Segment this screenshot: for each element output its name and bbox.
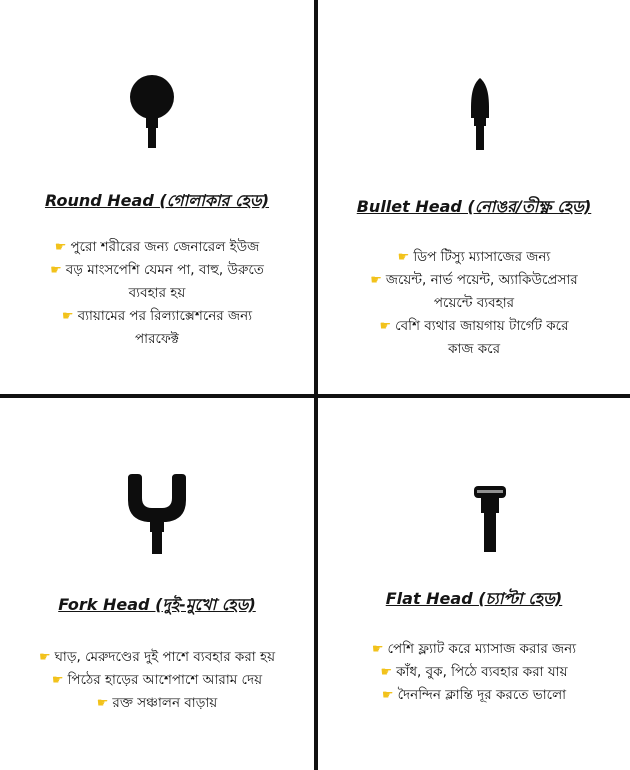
panel-round-head bbox=[0, 0, 314, 394]
fork-head-bullets bbox=[0, 646, 314, 715]
pointing-hand-icon: ☛ bbox=[370, 273, 382, 288]
round-massage-head-icon bbox=[128, 74, 176, 150]
list-item: ☛ ডিপ টিস্যু ম্যাসাজের জন্য bbox=[318, 246, 630, 269]
flat-massage-head-icon bbox=[472, 486, 508, 554]
pointing-hand-icon: ☛ bbox=[371, 642, 384, 657]
list-item: ☛ দৈনন্দিন ক্লান্তি দূর করতে ভালো bbox=[318, 684, 630, 707]
pointing-hand-icon: ☛ bbox=[38, 650, 51, 665]
bullet-head-bullets bbox=[318, 246, 630, 361]
pointing-hand-icon: ☛ bbox=[381, 688, 394, 703]
round-head-bullets bbox=[0, 236, 314, 351]
list-item-continuation: কাজ করে bbox=[447, 341, 501, 357]
panel-flat-head bbox=[318, 398, 630, 770]
fork-massage-head-icon bbox=[126, 474, 188, 556]
bullet-massage-head-icon bbox=[468, 78, 492, 152]
pointing-hand-icon: ☛ bbox=[50, 263, 62, 278]
flat-head-title: Flat Head (চ্যাপ্টা হেড) bbox=[385, 589, 563, 608]
list-item: ☛ কাঁধ, বুক, পিঠে ব্যবহার করা যায় bbox=[318, 661, 630, 684]
pointing-hand-icon: ☛ bbox=[380, 665, 393, 680]
bullet-head-title: Bullet Head (নোঙর/তীক্ষ্ণ হেড) bbox=[356, 197, 592, 216]
list-item: ☛ বেশি ব্যথার জায়গায় টার্গেট করে bbox=[318, 315, 630, 338]
fork-head-title: Fork Head (দুই-মুখো হেড) bbox=[58, 595, 256, 614]
list-item-continuation: পয়েন্টে ব্যবহার bbox=[433, 295, 515, 311]
panel-bullet-head bbox=[318, 0, 630, 394]
panel-fork-head bbox=[0, 398, 314, 770]
pointing-hand-icon: ☛ bbox=[379, 319, 392, 334]
pointing-hand-icon: ☛ bbox=[397, 250, 410, 265]
pointing-hand-icon: ☛ bbox=[54, 240, 67, 255]
list-item: ☛ পেশি ফ্ল্যাট করে ম্যাসাজ করার জন্য bbox=[318, 638, 630, 661]
pointing-hand-icon: ☛ bbox=[96, 696, 109, 711]
round-head-title: Round Head (গোলাকার হেড) bbox=[44, 191, 270, 210]
list-item: ☛ ঘাড়, মেরুদণ্ডের দুই পাশে ব্যবহার করা হয় bbox=[0, 646, 314, 669]
list-item-continuation: ব্যবহার হয় bbox=[128, 285, 186, 301]
list-item: ☛ জয়েন্ট, নার্ভ পয়েন্ট, অ্যাকিউপ্রেসার bbox=[318, 269, 630, 292]
list-item: ☛ ব্যায়ামের পর রিল্যাক্সেশনের জন্য bbox=[0, 305, 314, 328]
list-item: ☛ বড় মাংসপেশি যেমন পা, বাহু, উরুতে bbox=[0, 259, 314, 282]
list-item: ☛ রক্ত সঞ্চালন বাড়ায় bbox=[0, 692, 314, 715]
pointing-hand-icon: ☛ bbox=[51, 673, 64, 688]
list-item-continuation: পারফেক্ট bbox=[135, 331, 179, 347]
list-item: ☛ পুরো শরীরের জন্য জেনারেল ইউজ bbox=[0, 236, 314, 259]
pointing-hand-icon: ☛ bbox=[61, 309, 74, 324]
flat-head-bullets bbox=[318, 638, 630, 707]
list-item: ☛ পিঠের হাড়ের আশেপাশে আরাম দেয় bbox=[0, 669, 314, 692]
